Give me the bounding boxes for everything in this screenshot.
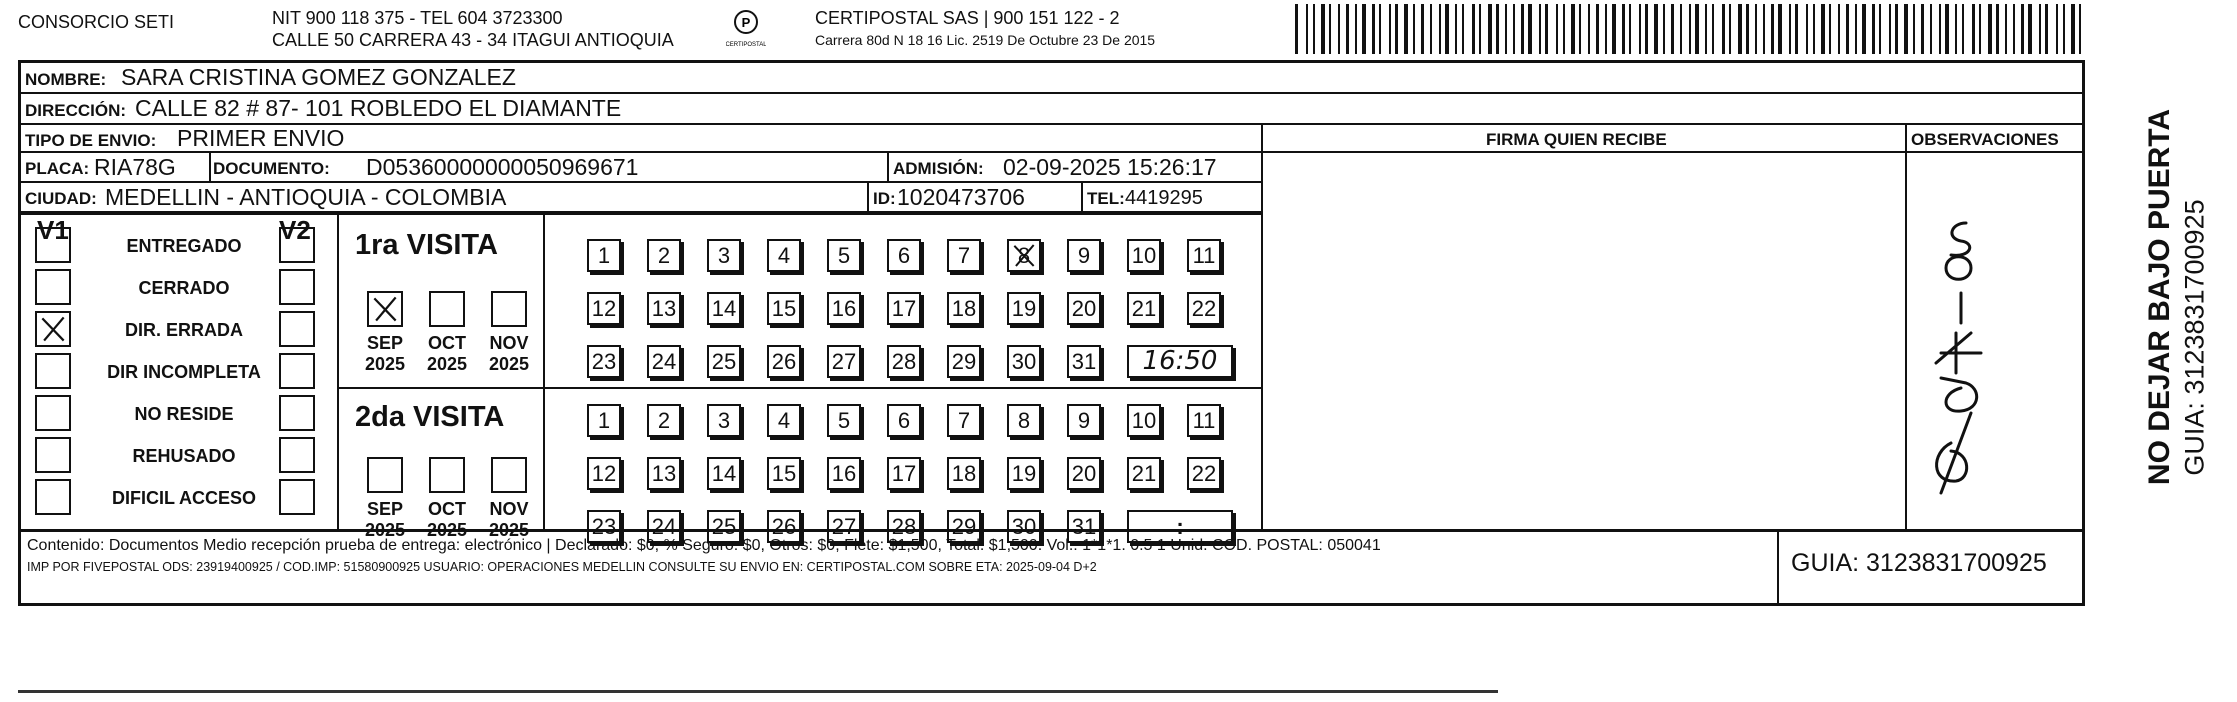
direccion-label: DIRECCIÓN: xyxy=(25,101,127,120)
admision-value: 02-09-2025 15:26:17 xyxy=(1003,154,1217,180)
day-box[interactable]: 17 xyxy=(887,292,921,325)
row-tipo-envio xyxy=(21,125,2082,153)
placa-value: RIA78G xyxy=(94,154,176,180)
day-box[interactable]: 26 xyxy=(767,345,801,378)
direccion-value: CALLE 82 # 87- 101 ROBLEDO EL DIAMANTE xyxy=(135,95,622,121)
status-label: DIR INCOMPLETA xyxy=(107,362,261,382)
day-box[interactable]: 24 xyxy=(647,345,681,378)
observaciones-divider xyxy=(1905,125,1907,531)
contenido-line: Contenido: Documentos Medio recepción prueba de entrega: electrónico | Declarado: $0, % Seguro: $0, Otros: $0, Flete: $1,500, Total: $1,500. Vol.: 1*1*1. 0.5 1 Unid. COD. POSTAL: 050041 xyxy=(27,537,1381,554)
day-box[interactable]: 28 xyxy=(887,345,921,378)
divider xyxy=(209,153,211,183)
logo-caption: CERTIPOSTAL xyxy=(726,42,766,48)
month-checkbox[interactable] xyxy=(491,457,527,493)
status-divider xyxy=(337,213,339,531)
divider xyxy=(1081,183,1083,213)
status-label: DIFICIL ACCESO xyxy=(111,488,256,508)
day-box[interactable]: 25 xyxy=(707,510,741,543)
firma-label: FIRMA QUIEN RECIBE xyxy=(1486,130,1667,149)
visit1-time-box[interactable]: 16:50 xyxy=(1127,345,1233,378)
day-box[interactable]: 14 xyxy=(707,457,741,490)
day-box[interactable]: 13 xyxy=(647,292,681,325)
guia-divider xyxy=(1777,531,1779,603)
day-box[interactable]: 10 xyxy=(1127,404,1161,437)
day-box[interactable]: 6 xyxy=(887,404,921,437)
certipostal-line-2: Carrera 80d N 18 16 Lic. 2519 De Octubre 23 De 2015 xyxy=(815,32,1156,48)
status-label: NO RESIDE xyxy=(134,404,234,424)
day-box[interactable]: 20 xyxy=(1067,457,1101,490)
v2-checkbox[interactable] xyxy=(279,395,315,431)
address-line: CALLE 50 CARRERA 43 - 34 ITAGUI ANTIOQUIA xyxy=(272,30,674,50)
day-box[interactable]: 25 xyxy=(707,345,741,378)
day-box[interactable]: 28 xyxy=(887,510,921,543)
bottom-edge-line xyxy=(18,690,1498,693)
company-name: CONSORCIO SETI xyxy=(18,12,175,32)
v1-checkbox[interactable] xyxy=(35,353,71,389)
day-box[interactable]: 8 xyxy=(1007,404,1041,437)
admision-label: ADMISIÓN: xyxy=(893,159,984,178)
status-label: DIR. ERRADA xyxy=(124,320,243,340)
divider xyxy=(21,213,1261,215)
ciudad-value: MEDELLIN - ANTIOQUIA - COLOMBIA xyxy=(105,184,507,210)
divider xyxy=(887,153,889,183)
month-label: OCT 2025 xyxy=(426,333,468,374)
status-label: ENTREGADO xyxy=(126,236,242,256)
footer-divider xyxy=(21,529,2085,532)
day-box[interactable]: 11 xyxy=(1187,404,1221,437)
day-box[interactable]: 4 xyxy=(767,404,801,437)
month-checkbox[interactable] xyxy=(367,457,403,493)
day-box[interactable]: 18 xyxy=(947,292,981,325)
row-direccion xyxy=(21,94,2082,125)
v1-label: V1 xyxy=(37,215,69,245)
visit-divider xyxy=(337,387,1261,389)
day-box[interactable]: 10 xyxy=(1127,239,1161,272)
day-box[interactable]: 9 xyxy=(1067,239,1101,272)
month-checkbox[interactable] xyxy=(429,457,465,493)
day-box[interactable]: 29 xyxy=(947,510,981,543)
day-box[interactable]: 21 xyxy=(1127,292,1161,325)
day-box[interactable]: 20 xyxy=(1067,292,1101,325)
month-label: OCT 2025 xyxy=(426,499,468,540)
v2-checkbox[interactable] xyxy=(279,227,315,263)
month-checkbox[interactable] xyxy=(429,291,465,327)
day-box[interactable]: 6 xyxy=(887,239,921,272)
imp-line: IMP POR FIVEPOSTAL ODS: 23919400925 / COD.IMP: 51580900925 USUARIO: OPERACIONES MEDELLIN CONSULTE SU ENVIO EN: CERTIPOSTAL.COM SOBRE ETA: 2025-09-04 D+2 xyxy=(27,560,1097,574)
day-box[interactable]: 2 xyxy=(647,239,681,272)
day-box[interactable]: 31 xyxy=(1067,510,1101,543)
side-panel xyxy=(2085,60,2235,530)
documento-label: DOCUMENTO: xyxy=(213,159,330,178)
status-label: REHUSADO xyxy=(132,446,236,466)
day-box[interactable]: 7 xyxy=(947,239,981,272)
day-box[interactable]: 11 xyxy=(1187,239,1221,272)
nit-line: NIT 900 118 375 - TEL 604 3723300 xyxy=(272,8,563,28)
divider xyxy=(867,183,869,213)
day-box[interactable]: 30 xyxy=(1007,510,1041,543)
nombre-label: NOMBRE: xyxy=(25,70,107,89)
day-box[interactable]: 30 xyxy=(1007,345,1041,378)
v2-checkbox[interactable] xyxy=(279,269,315,305)
month-label: NOV 2025 xyxy=(488,333,530,374)
v1-checkbox[interactable] xyxy=(35,437,71,473)
nombre-value: SARA CRISTINA GOMEZ GONZALEZ xyxy=(121,64,516,90)
day-box[interactable]: 27 xyxy=(827,510,861,543)
status-label: CERRADO xyxy=(138,278,230,298)
v1-checkbox[interactable] xyxy=(35,479,71,515)
side-guia: GUIA: 3123831700925 xyxy=(2179,199,2210,476)
day-box[interactable]: 19 xyxy=(1007,292,1041,325)
svg-text:P: P xyxy=(741,15,751,30)
day-box[interactable]: 3 xyxy=(707,404,741,437)
day-box[interactable]: 31 xyxy=(1067,345,1101,378)
row-nombre xyxy=(21,63,2082,94)
day-box[interactable]: 14 xyxy=(707,292,741,325)
day-box[interactable]: 2 xyxy=(647,404,681,437)
v1-checkbox[interactable] xyxy=(35,311,71,347)
v1-checkbox[interactable] xyxy=(35,269,71,305)
v1-checkbox[interactable] xyxy=(35,227,71,263)
day-box[interactable]: 12 xyxy=(587,292,621,325)
day-box[interactable]: 22 xyxy=(1187,457,1221,490)
day-box[interactable]: 17 xyxy=(887,457,921,490)
month-checkbox[interactable] xyxy=(367,291,403,327)
day-box[interactable]: 22 xyxy=(1187,292,1221,325)
month-label: SEP 2025 xyxy=(364,499,406,540)
day-box[interactable]: 9 xyxy=(1067,404,1101,437)
day-box[interactable]: 15 xyxy=(767,292,801,325)
day-box[interactable]: 29 xyxy=(947,345,981,378)
day-box[interactable]: 8 xyxy=(1007,239,1041,272)
row-placa xyxy=(21,153,1261,183)
day-box[interactable]: 5 xyxy=(827,404,861,437)
v2-checkbox[interactable] xyxy=(279,437,315,473)
tel-label: TEL: xyxy=(1087,189,1125,208)
day-box[interactable]: 13 xyxy=(647,457,681,490)
v2-label: V2 xyxy=(279,215,311,245)
certipostal-line-1: CERTIPOSTAL SAS | 900 151 122 - 2 xyxy=(815,8,1120,28)
tipo-envio-label: TIPO DE ENVIO: xyxy=(25,131,157,150)
visit2-time-box[interactable]: : xyxy=(1127,510,1233,543)
day-box[interactable]: 16 xyxy=(827,292,861,325)
ciudad-label: CIUDAD: xyxy=(25,189,97,208)
day-box[interactable]: 5 xyxy=(827,239,861,272)
tel-value: 4419295 xyxy=(1125,187,1203,209)
side-warning: NO DEJAR BAJO PUERTA xyxy=(2143,108,2176,486)
v2-checkbox[interactable] xyxy=(279,479,315,515)
day-box[interactable]: 16 xyxy=(827,457,861,490)
day-box[interactable]: 7 xyxy=(947,404,981,437)
day-box[interactable]: 23 xyxy=(587,510,621,543)
day-box[interactable]: 19 xyxy=(1007,457,1041,490)
day-box[interactable]: 3 xyxy=(707,239,741,272)
delivery-form xyxy=(18,60,2085,606)
certipostal-logo-icon xyxy=(726,8,766,50)
row-ciudad xyxy=(21,183,1261,213)
id-value: 1020473706 xyxy=(897,184,1025,210)
day-box[interactable]: 18 xyxy=(947,457,981,490)
day-box[interactable]: 1 xyxy=(587,404,621,437)
day-box[interactable]: 27 xyxy=(827,345,861,378)
observaciones-label: OBSERVACIONES xyxy=(1911,130,2059,149)
documento-value: D05360000000050969671 xyxy=(366,154,639,180)
day-box[interactable]: 12 xyxy=(587,457,621,490)
day-box[interactable]: 4 xyxy=(767,239,801,272)
visit2-title: 2da VISITA xyxy=(355,401,505,433)
day-box[interactable]: 24 xyxy=(647,510,681,543)
id-label: ID: xyxy=(873,189,896,208)
day-box[interactable]: 23 xyxy=(587,345,621,378)
observaciones-handwriting xyxy=(1911,213,2071,513)
v1-checkbox[interactable] xyxy=(35,395,71,431)
month-label: NOV 2025 xyxy=(488,499,530,540)
tipo-envio-value: PRIMER ENVIO xyxy=(177,125,345,151)
day-box[interactable]: 26 xyxy=(767,510,801,543)
month-checkbox[interactable] xyxy=(491,291,527,327)
guia-footer: GUIA: 3123831700925 xyxy=(1791,549,2047,577)
day-box[interactable]: 1 xyxy=(587,239,621,272)
visit1-title: 1ra VISITA xyxy=(355,229,498,261)
placa-label: PLACA: xyxy=(25,159,90,178)
barcode-icon xyxy=(1295,4,2085,54)
v2-checkbox[interactable] xyxy=(279,353,315,389)
visits-divider xyxy=(543,213,545,531)
firma-divider xyxy=(1261,125,1263,531)
v2-checkbox[interactable] xyxy=(279,311,315,347)
month-label: SEP 2025 xyxy=(364,333,406,374)
day-box[interactable]: 15 xyxy=(767,457,801,490)
day-box[interactable]: 21 xyxy=(1127,457,1161,490)
